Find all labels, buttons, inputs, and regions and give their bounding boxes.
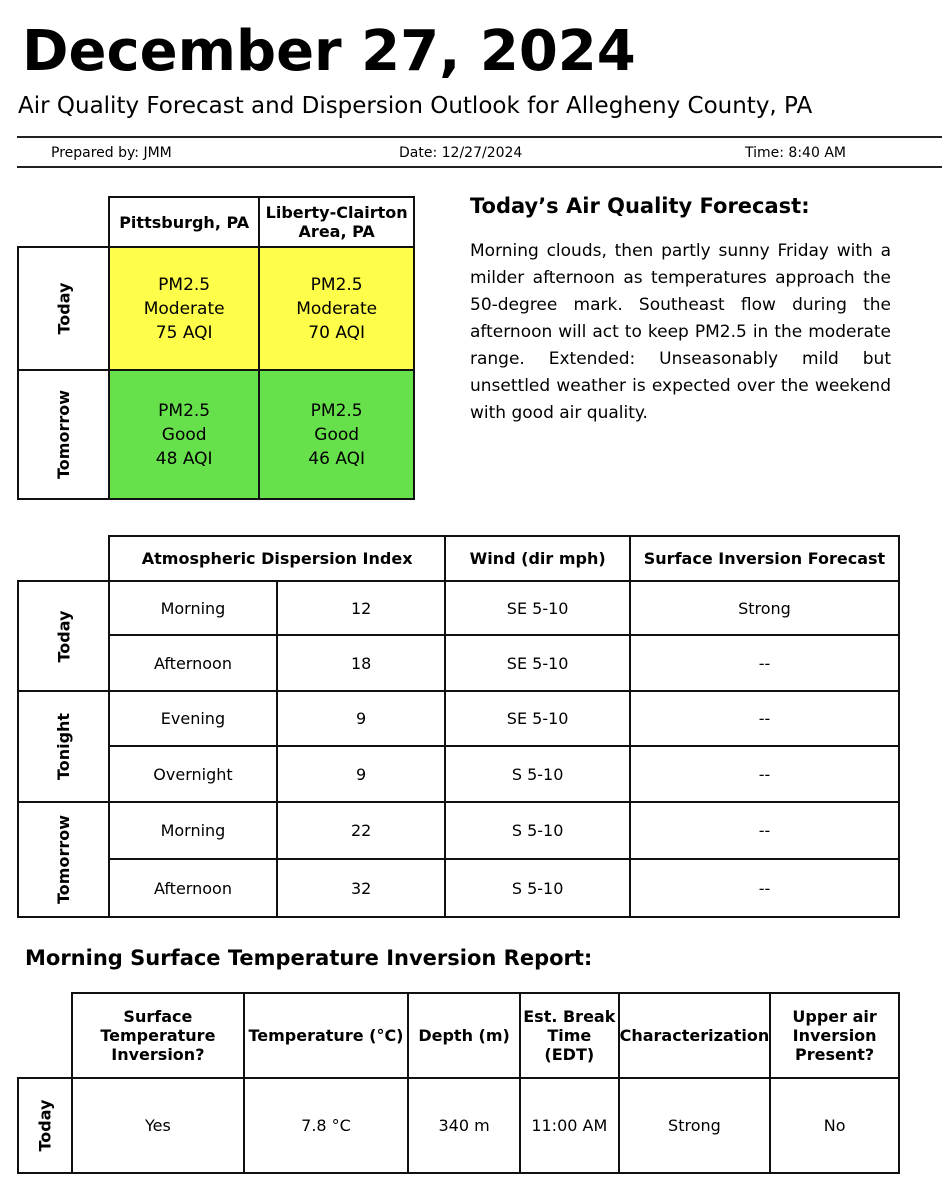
depth: 340 m [408,1078,520,1173]
aq-cell-liberty-today [259,247,414,370]
inversion-report-table [17,992,900,1174]
table-row [18,1078,899,1173]
inv-header: Surface Temperature Inversion? [72,993,244,1078]
forecast-text: Morning clouds, then partly sunny Friday with a milder afternoon as temperatures approach the 50-degree mark. Southeast flow during the afternoon will act to keep PM2.5 in the moderate range. Extended: Unseasonably mild but unsettled weather is expected over the weekend with good air quality. [470,241,891,423]
page-title: December 27, 2024 [22,19,636,84]
dispersion-index: 32 [277,859,445,917]
aqi-value: 75 AQI [155,322,213,343]
temperature: 7.8 °C [244,1078,408,1173]
wind: SE 5-10 [445,581,630,635]
aq-category: Moderate [143,298,225,319]
row-label-today: Today [18,247,109,370]
wind: SE 5-10 [445,691,630,746]
break-time: 11:00 AM [520,1078,619,1173]
aq-category: Moderate [296,298,378,319]
dispersion-index: 9 [277,746,445,802]
row-label-tomorrow: Tomorrow [18,802,109,917]
inversion-forecast: -- [630,746,899,802]
inversion-forecast: -- [630,635,899,691]
inversion-present: Yes [72,1078,244,1173]
pollutant: PM2.5 [158,274,211,295]
inversion-forecast: -- [630,859,899,917]
aq-cell-liberty-tomorrow [259,370,414,499]
wind: SE 5-10 [445,635,630,691]
aq-col-header: Pittsburgh, PA [109,197,259,247]
inversion-forecast: -- [630,691,899,746]
report-time: Time: 8:40 AM [745,145,846,161]
period: Overnight [109,746,277,802]
aqi-value: 46 AQI [308,448,366,469]
report-date: Date: 12/27/2024 [399,145,523,161]
row-label-tonight: Tonight [18,691,109,802]
period: Afternoon [109,635,277,691]
inv-header: Depth (m) [408,993,520,1078]
aq-corner [18,197,109,247]
table-row [18,581,899,635]
table-row [18,691,899,746]
period: Morning [109,802,277,859]
inversion-forecast: -- [630,802,899,859]
wind: S 5-10 [445,746,630,802]
dispersion-index: 9 [277,691,445,746]
disp-header-inversion: Surface Inversion Forecast [630,536,899,581]
aq-category: Good [314,424,360,445]
inv-header: Est. Break Time (EDT) [520,993,619,1078]
table-row [18,635,899,691]
page-subtitle: Air Quality Forecast and Dispersion Outlook for Allegheny County, PA [18,93,813,119]
meta-bar [17,136,942,168]
row-label-today: Today [18,1078,72,1173]
period: Morning [109,581,277,635]
row-label-tomorrow: Tomorrow [18,370,109,499]
dispersion-index: 12 [277,581,445,635]
pollutant: PM2.5 [310,400,363,421]
inv-corner [18,993,72,1078]
disp-header-index: Atmospheric Dispersion Index [109,536,445,581]
inv-header: Characterization [619,993,771,1078]
disp-header-wind: Wind (dir mph) [445,536,630,581]
dispersion-table [17,535,900,918]
air-quality-table [17,196,415,500]
forecast-heading: Today’s Air Quality Forecast: [470,194,810,218]
aqi-value: 70 AQI [308,322,366,343]
aq-cell-pittsburgh-tomorrow [109,370,259,499]
prepared-by: Prepared by: JMM [51,145,172,161]
inversion-report-heading: Morning Surface Temperature Inversion Report: [25,946,593,970]
aq-cell-pittsburgh-today [109,247,259,370]
aqi-value: 48 AQI [155,448,213,469]
wind: S 5-10 [445,802,630,859]
table-row [18,859,899,917]
row-label-today: Today [18,581,109,691]
inv-header: Temperature (°C) [244,993,408,1078]
period: Afternoon [109,859,277,917]
dispersion-index: 22 [277,802,445,859]
wind: S 5-10 [445,859,630,917]
characterization: Strong [619,1078,771,1173]
upper-air-inversion: No [770,1078,899,1173]
inversion-forecast: Strong [630,581,899,635]
aq-category: Good [161,424,207,445]
disp-corner [18,536,109,581]
aq-col-header: Liberty-Clairton Area, PA [259,197,414,247]
dispersion-index: 18 [277,635,445,691]
table-row [18,746,899,802]
inv-header: Upper air Inversion Present? [770,993,899,1078]
period: Evening [109,691,277,746]
table-row [18,802,899,859]
pollutant: PM2.5 [310,274,363,295]
pollutant: PM2.5 [158,400,211,421]
